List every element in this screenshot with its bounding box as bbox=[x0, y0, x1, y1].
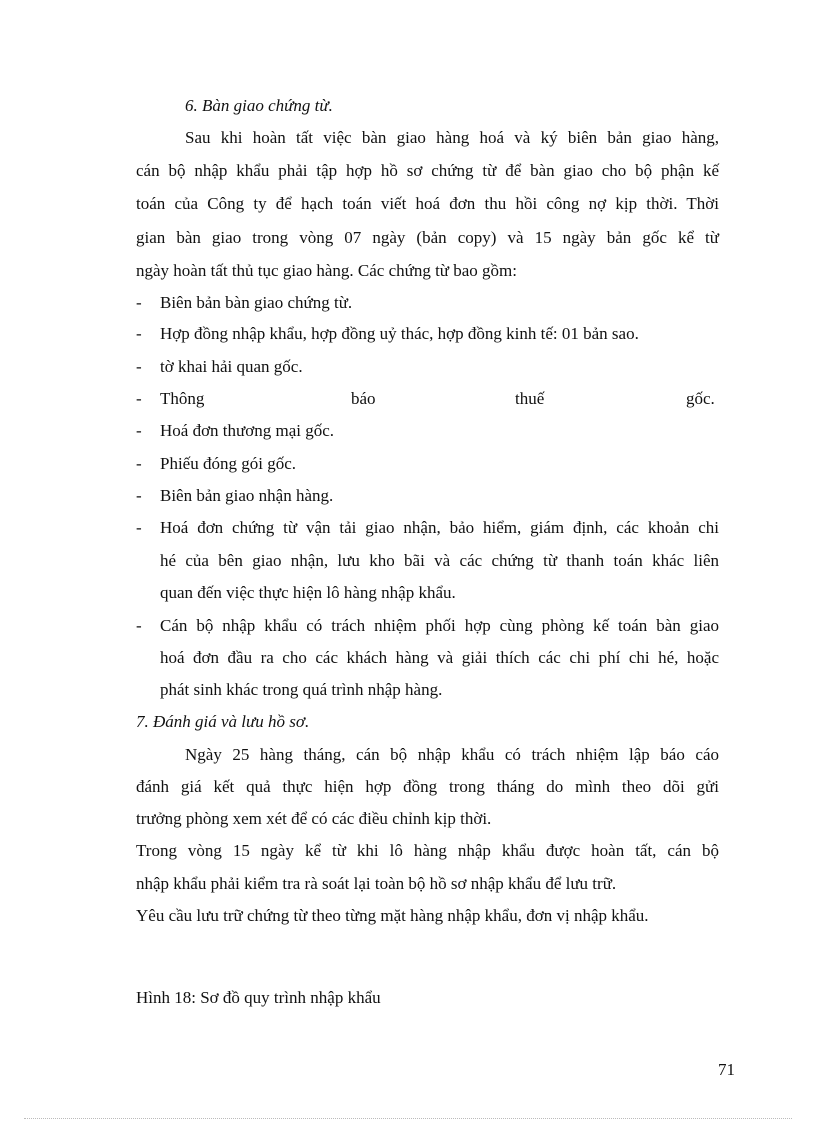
list-item-text: phát sinh khác trong quá trình nhập hàng. bbox=[160, 680, 443, 699]
list-item-word: thuế bbox=[515, 389, 545, 408]
list-item-text: quan đến việc thực hiện lô hàng nhập khẩu. bbox=[160, 583, 456, 602]
list-item-text: tờ khai hải quan gốc. bbox=[160, 357, 303, 376]
bullet-marker: - bbox=[136, 454, 142, 473]
list-item-text: Hoá đơn thương mại gốc. bbox=[160, 421, 335, 440]
bullet-marker: - bbox=[136, 389, 142, 408]
figure-caption: Hình 18: Sơ đồ quy trình nhập khẩu bbox=[136, 988, 381, 1007]
list-item-text: Biên bản giao nhận hàng. bbox=[160, 486, 334, 505]
paragraph-line: Ngày 25 hàng tháng, cán bộ nhập khẩu có trách nhiệm lập báo cáo bbox=[185, 745, 719, 764]
paragraph-line: toán của Công ty để hạch toán viết hoá đơn thu hồi công nợ kịp thời. Thời bbox=[136, 194, 719, 213]
paragraph-line: Trong vòng 15 ngày kể từ khi lô hàng nhập khẩu được hoàn tất, cán bộ bbox=[136, 841, 719, 860]
bullet-marker: - bbox=[136, 357, 142, 376]
list-item-text: Phiếu đóng gói gốc. bbox=[160, 454, 296, 473]
section-7-heading: 7. Đánh giá và lưu hồ sơ. bbox=[136, 712, 310, 731]
section-6-heading: 6. Bàn giao chứng từ. bbox=[185, 96, 333, 115]
list-item-word: báo bbox=[351, 389, 376, 408]
bullet-marker: - bbox=[136, 324, 142, 343]
list-item-word: gốc. bbox=[686, 389, 715, 408]
bullet-marker: - bbox=[136, 486, 142, 505]
page-bottom-divider bbox=[24, 1118, 792, 1119]
paragraph-line: cán bộ nhập khẩu phải tập hợp hồ sơ chứng từ để bàn giao cho bộ phận kế bbox=[136, 161, 719, 180]
list-item-text: hé của bên giao nhận, lưu kho bãi và các chứng từ thanh toán khác liên bbox=[160, 551, 719, 570]
paragraph-line: nhập khẩu phải kiểm tra rà soát lại toàn bộ hồ sơ nhập khẩu để lưu trữ. bbox=[136, 874, 617, 893]
list-item-text: Hoá đơn chứng từ vận tải giao nhận, bảo hiểm, giám định, các khoản chi bbox=[160, 518, 719, 537]
bullet-marker: - bbox=[136, 518, 142, 537]
list-item-text: Hợp đồng nhập khẩu, hợp đồng uỷ thác, hợp đồng kinh tế: 01 bản sao. bbox=[160, 324, 639, 343]
paragraph-line: Yêu cầu lưu trữ chứng từ theo từng mặt hàng nhập khẩu, đơn vị nhập khẩu. bbox=[136, 906, 649, 925]
paragraph-line: đánh giá kết quả thực hiện hợp đồng trong tháng do mình theo dõi gửi bbox=[136, 777, 719, 796]
list-item-text: Biên bản bàn giao chứng từ. bbox=[160, 293, 353, 312]
list-item-text: hoá đơn đầu ra cho các khách hàng và giải thích các chi phí chi hé, hoặc bbox=[160, 648, 719, 667]
paragraph-line: trưởng phòng xem xét để có các điều chỉnh kịp thời. bbox=[136, 809, 492, 828]
bullet-marker: - bbox=[136, 616, 142, 635]
paragraph-line: Sau khi hoàn tất việc bàn giao hàng hoá và ký biên bản giao hàng, bbox=[185, 128, 719, 147]
bullet-marker: - bbox=[136, 293, 142, 312]
list-item-text: Cán bộ nhập khẩu có trách nhiệm phối hợp cùng phòng kế toán bàn giao bbox=[160, 616, 719, 635]
bullet-marker: - bbox=[136, 421, 142, 440]
paragraph-line: ngày hoàn tất thủ tục giao hàng. Các chứng từ bao gồm: bbox=[136, 261, 518, 280]
list-item-word: Thông bbox=[160, 389, 205, 408]
page-number: 71 bbox=[718, 1060, 735, 1079]
paragraph-line: gian bàn giao trong vòng 07 ngày (bản copy) và 15 ngày bản gốc kể từ bbox=[136, 228, 719, 247]
